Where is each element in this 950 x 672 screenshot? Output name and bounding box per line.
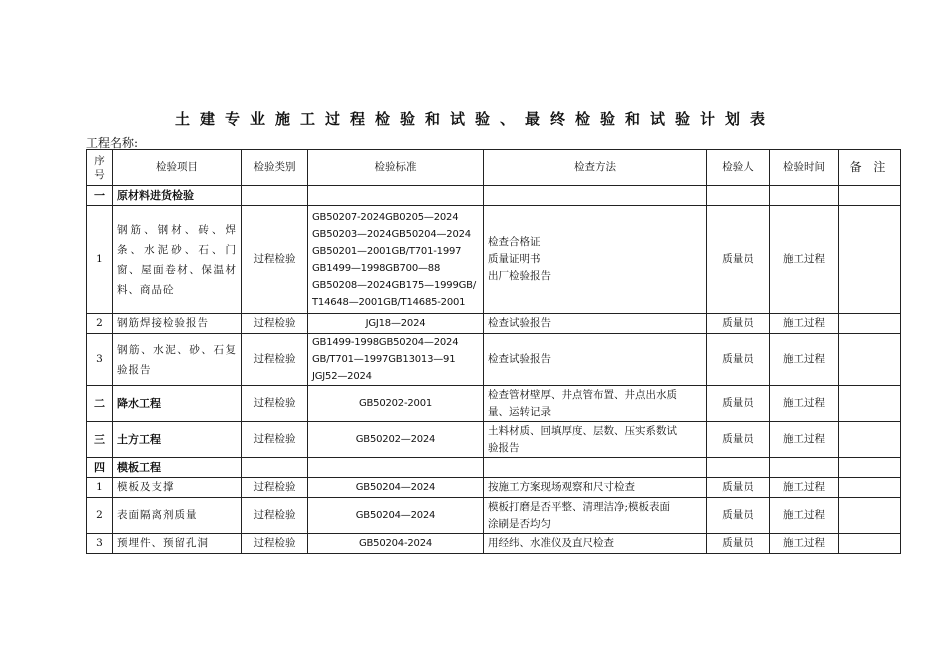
standard-line: GB50204-2024 [358, 538, 433, 549]
standard-cell [308, 206, 484, 314]
item-name: 模板及支撑 [113, 478, 242, 498]
remarks-cell [839, 206, 901, 314]
section-row [87, 458, 901, 478]
remarks-cell [839, 422, 901, 458]
empty-cell [308, 186, 484, 206]
remarks-cell [839, 534, 901, 554]
time-cell: 施工过程 [770, 386, 839, 422]
row-no: 3 [87, 334, 113, 386]
standard-cell [308, 386, 484, 422]
inspector-cell: 质量员 [707, 386, 770, 422]
section-row [87, 386, 901, 422]
method-line: 检查试验报告 [488, 317, 551, 329]
method-line: 模板打磨是否平整、清理洁净;模板表面 [488, 500, 671, 513]
row-no: 1 [87, 206, 113, 314]
time-cell: 施工过程 [770, 498, 839, 534]
standard-line: GB50204—2024 [355, 482, 436, 493]
row-no: 一 [87, 186, 113, 206]
time-cell: 施工过程 [770, 534, 839, 554]
header-method: 检查方法 [484, 150, 707, 186]
section-name: 降水工程 [113, 386, 242, 422]
item-name: 钢筋焊接检验报告 [113, 314, 242, 334]
header-category: 检验类别 [242, 150, 308, 186]
method-line: 检查合格证 [488, 236, 541, 248]
category-cell: 过程检验 [242, 534, 308, 554]
empty-cell [839, 458, 901, 478]
remarks-cell [839, 314, 901, 334]
category-cell: 过程检验 [242, 206, 308, 314]
standard-cell [308, 478, 484, 498]
header-time: 检验时间 [770, 150, 839, 186]
standard-line: GB50202—2024 [355, 434, 436, 445]
inspector-cell: 质量员 [707, 422, 770, 458]
empty-cell [484, 458, 707, 478]
category-cell: 过程检验 [242, 386, 308, 422]
category-cell: 过程检验 [242, 478, 308, 498]
method-line: 用经纬、水准仪及直尺检查 [488, 537, 614, 549]
section-name: 模板工程 [113, 458, 242, 478]
method-cell [484, 422, 707, 458]
method-line: 按施工方案现场观察和尺寸检查 [488, 481, 635, 493]
header-standard: 检验标准 [308, 150, 484, 186]
section-row [87, 186, 901, 206]
standard-line: GB50203—2024GB50204—2024 [312, 228, 471, 240]
standard-line: JGJ18—2024 [365, 318, 426, 329]
remarks-cell [839, 498, 901, 534]
method-line: 质量证明书 [488, 253, 541, 265]
inspector-cell: 质量员 [707, 534, 770, 554]
section-name: 土方工程 [113, 422, 242, 458]
inspector-cell: 质量员 [707, 314, 770, 334]
empty-cell [242, 458, 308, 478]
standard-cell [308, 334, 484, 386]
standard-line: GB50208—2024GB175—1999GB/ [312, 279, 476, 291]
header-no: 序号 [87, 150, 113, 186]
method-line: 涂刷是否均匀 [488, 517, 551, 530]
row-no: 3 [87, 534, 113, 554]
project-name-label: 工程名称: [86, 136, 139, 150]
standard-line: GB50204—2024 [355, 510, 436, 521]
empty-cell [308, 458, 484, 478]
standard-line: JGJ52—2024 [312, 371, 372, 382]
table-row [87, 334, 901, 386]
remarks-cell [839, 478, 901, 498]
method-line: 量、运转记录 [488, 405, 551, 418]
item-name: 钢筋、水泥、砂、石复验报告 [113, 334, 242, 386]
standard-line: T14648—2001GB/T14685-2001 [312, 296, 466, 308]
row-no: 四 [87, 458, 113, 478]
method-cell [484, 498, 707, 534]
standard-line: GB/T701—1997GB13013—91 [312, 354, 456, 365]
page-title: 土建专业施工过程检验和试验、最终检验和试验计划表 [174, 110, 775, 128]
method-cell [484, 206, 707, 314]
standard-line: GB50207-2024GB0205—2024 [312, 211, 459, 223]
method-line: 检查管材壁厚、井点管布置、井点出水质 [488, 388, 677, 401]
method-cell [484, 334, 707, 386]
table-row [87, 206, 901, 314]
section-row [87, 422, 901, 458]
method-line: 土料材质、回填厚度、层数、压实系数试 [488, 424, 677, 437]
category-cell: 过程检验 [242, 334, 308, 386]
inspector-cell: 质量员 [707, 498, 770, 534]
standard-cell [308, 534, 484, 554]
time-cell: 施工过程 [770, 206, 839, 314]
time-cell: 施工过程 [770, 334, 839, 386]
table-row [87, 534, 901, 554]
inspector-cell: 质量员 [707, 334, 770, 386]
table-row [87, 314, 901, 334]
inspector-cell: 质量员 [707, 478, 770, 498]
row-no: 二 [87, 386, 113, 422]
header-item: 检验项目 [113, 150, 242, 186]
empty-cell [707, 458, 770, 478]
row-no: 1 [87, 478, 113, 498]
header-inspector: 检验人 [707, 150, 770, 186]
time-cell: 施工过程 [770, 422, 839, 458]
empty-cell [770, 458, 839, 478]
standard-line: GB50202-2001 [358, 398, 433, 409]
standard-line: GB50201—2001GB/T701-1997 [312, 245, 462, 257]
item-name: 钢筋、钢材、砖、焊条、水泥砂、石、门窗、屋面卷材、保温材料、商品砼 [113, 206, 242, 314]
empty-cell [707, 186, 770, 206]
method-line: 验报告 [488, 441, 520, 454]
method-cell [484, 386, 707, 422]
standard-line: GB1499-1998GB50204—2024 [312, 337, 459, 348]
standard-cell [308, 314, 484, 334]
section-name: 原材料进货检验 [113, 186, 242, 206]
standard-cell [308, 422, 484, 458]
inspection-plan-table [86, 149, 901, 554]
remarks-cell [839, 334, 901, 386]
standard-cell [308, 498, 484, 534]
header-remarks: 备 注 [839, 150, 901, 186]
item-name: 表面隔离剂质量 [113, 498, 242, 534]
empty-cell [242, 186, 308, 206]
remarks-cell [839, 386, 901, 422]
row-no: 三 [87, 422, 113, 458]
method-cell [484, 478, 707, 498]
category-cell: 过程检验 [242, 314, 308, 334]
time-cell: 施工过程 [770, 478, 839, 498]
standard-line: GB1499—1998GB700—88 [312, 262, 441, 274]
method-cell [484, 314, 707, 334]
time-cell: 施工过程 [770, 314, 839, 334]
row-no: 2 [87, 498, 113, 534]
category-cell: 过程检验 [242, 498, 308, 534]
header-row [87, 150, 901, 186]
row-no: 2 [87, 314, 113, 334]
table-row [87, 478, 901, 498]
item-name: 预埋件、预留孔洞 [113, 534, 242, 554]
method-line: 出厂检验报告 [488, 270, 551, 282]
empty-cell [839, 186, 901, 206]
empty-cell [484, 186, 707, 206]
inspector-cell: 质量员 [707, 206, 770, 314]
method-line: 检查试验报告 [488, 353, 551, 365]
table-row [87, 498, 901, 534]
empty-cell [770, 186, 839, 206]
category-cell: 过程检验 [242, 422, 308, 458]
method-cell [484, 534, 707, 554]
